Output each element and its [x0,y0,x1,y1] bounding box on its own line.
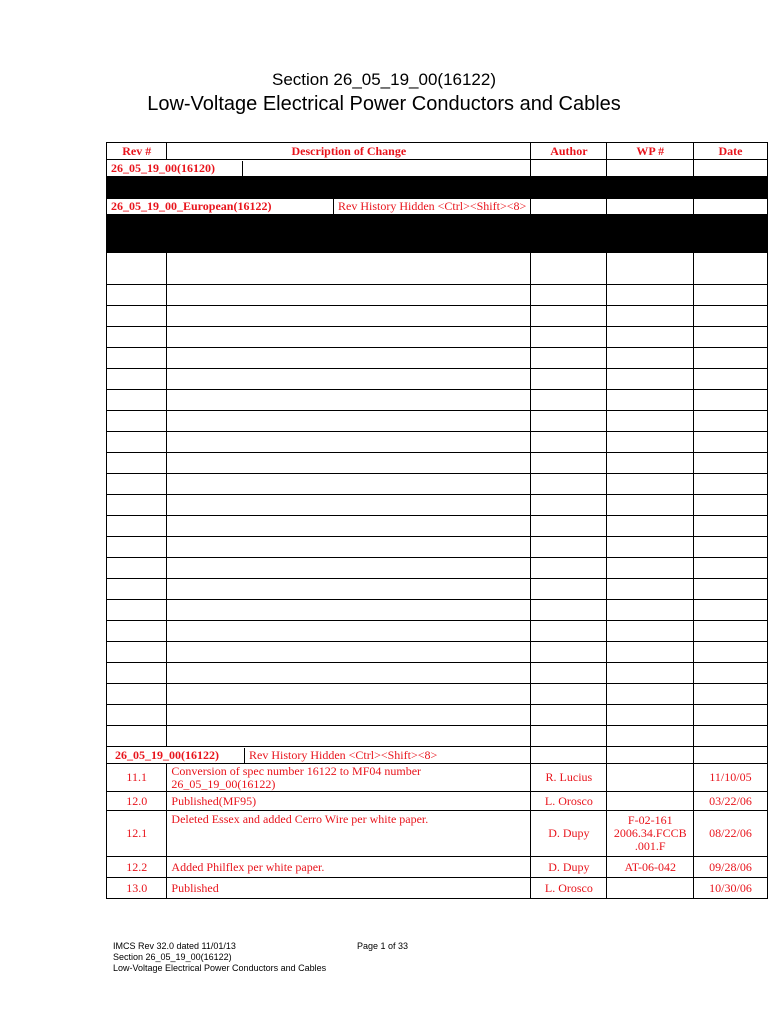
empty-cell [694,411,768,432]
black-bar [107,215,768,253]
empty-row [107,390,768,411]
empty-cell [531,705,607,726]
empty-cell [694,726,768,747]
section-label: 26_05_19_00(16122) [107,748,245,763]
revision-row [107,857,768,878]
empty-cell [167,642,531,663]
empty-cell [167,306,531,327]
empty-cell [531,747,607,764]
empty-cell [607,285,694,306]
empty-cell [694,348,768,369]
empty-cell [607,684,694,705]
empty-cell [694,327,768,348]
table-header-row [107,143,768,160]
empty-cell [694,684,768,705]
rev-number: 12.1 [107,811,167,857]
empty-cell [107,621,167,642]
empty-row [107,621,768,642]
date: 10/30/06 [694,878,768,899]
revision-row [107,811,768,857]
author: L. Orosco [531,792,607,811]
empty-cell [531,453,607,474]
empty-row [107,579,768,600]
empty-cell [694,705,768,726]
empty-cell [607,600,694,621]
empty-row [107,369,768,390]
empty-cell [107,558,167,579]
empty-cell [694,747,768,764]
empty-cell [531,160,607,177]
empty-cell [531,390,607,411]
section-label-cell [107,160,531,177]
empty-cell [694,253,768,285]
author: D. Dupy [531,857,607,878]
empty-row [107,600,768,621]
empty-cell [531,411,607,432]
empty-cell [167,253,531,285]
empty-cell [607,621,694,642]
empty-row [107,516,768,537]
empty-cell [694,537,768,558]
empty-cell [531,432,607,453]
change-description: Conversion of spec number 16122 to MF04 number 26_05_19_00(16122) [167,764,531,792]
empty-cell [607,537,694,558]
document-title: Low-Voltage Electrical Power Conductors and Cables [147,93,621,115]
section-label-cell [107,199,531,215]
empty-cell [607,327,694,348]
empty-cell [607,411,694,432]
empty-cell [694,663,768,684]
wp-number: F-02-161 2006.34.FCCB .001.F [607,811,694,857]
empty-cell [607,160,694,177]
empty-cell [167,369,531,390]
empty-cell [531,621,607,642]
empty-cell [607,474,694,495]
revision-row [107,764,768,792]
empty-cell [167,726,531,747]
black-bar [107,177,768,199]
empty-row [107,537,768,558]
empty-cell [607,306,694,327]
empty-row [107,642,768,663]
rev-number: 12.2 [107,857,167,878]
empty-cell [107,684,167,705]
empty-cell [607,705,694,726]
empty-cell [107,390,167,411]
wp-number [607,878,694,899]
empty-cell [167,453,531,474]
wp-number [607,792,694,811]
empty-row [107,285,768,306]
empty-cell [107,453,167,474]
empty-cell [607,726,694,747]
empty-cell [694,621,768,642]
empty-cell [107,579,167,600]
empty-cell [694,495,768,516]
footer-title: Low-Voltage Electrical Power Conductors and Cables [113,963,327,973]
empty-cell [607,747,694,764]
section-label: 26_05_19_00_European(16122) [107,199,334,214]
empty-cell [607,495,694,516]
empty-cell [167,495,531,516]
section-row-16120 [107,160,768,177]
empty-cell [107,663,167,684]
date: 03/22/06 [694,792,768,811]
rev-number: 12.0 [107,792,167,811]
empty-cell [531,327,607,348]
empty-cell [167,600,531,621]
empty-cell [694,432,768,453]
empty-row [107,684,768,705]
empty-cell [607,199,694,215]
col-header-wp: WP # [607,143,694,160]
empty-cell [167,684,531,705]
rev-number: 11.1 [107,764,167,792]
empty-cell [694,306,768,327]
empty-cell [694,199,768,215]
date: 09/28/06 [694,857,768,878]
section-row-16122 [107,747,768,764]
empty-cell [107,285,167,306]
empty-row [107,474,768,495]
empty-cell [531,495,607,516]
revision-row [107,792,768,811]
empty-cell [167,558,531,579]
date: 08/22/06 [694,811,768,857]
empty-cell [694,642,768,663]
change-description: Published(MF95) [167,792,531,811]
empty-cell [531,726,607,747]
change-description: Deleted Essex and added Cerro Wire per white paper. [167,811,531,857]
empty-cell [531,348,607,369]
empty-row [107,453,768,474]
empty-cell [607,516,694,537]
empty-cell [531,253,607,285]
empty-cell [167,390,531,411]
empty-cell [607,579,694,600]
empty-cell [167,285,531,306]
rev-number: 13.0 [107,878,167,899]
empty-cell [607,390,694,411]
empty-cell [107,705,167,726]
empty-cell [167,348,531,369]
empty-row [107,411,768,432]
empty-cell [531,642,607,663]
footer-revision: IMCS Rev 32.0 dated 11/01/13 [113,941,236,951]
empty-cell [694,558,768,579]
empty-row [107,663,768,684]
author: R. Lucius [531,764,607,792]
empty-cell [107,474,167,495]
empty-row [107,253,768,285]
empty-cell [531,579,607,600]
change-description: Published [167,878,531,899]
empty-cell [607,432,694,453]
empty-cell [167,705,531,726]
empty-cell [531,537,607,558]
empty-cell [694,160,768,177]
empty-cell [531,600,607,621]
section-note: Rev History Hidden <Ctrl><Shift><8> [338,199,527,213]
empty-row [107,726,768,747]
empty-cell [607,348,694,369]
empty-cell [694,453,768,474]
empty-cell [107,369,167,390]
empty-cell [531,516,607,537]
revision-row [107,878,768,899]
empty-cell [107,432,167,453]
author: D. Dupy [531,811,607,857]
empty-cell [531,285,607,306]
empty-row [107,558,768,579]
empty-cell [167,474,531,495]
empty-cell [167,663,531,684]
empty-cell [167,516,531,537]
empty-cell [167,537,531,558]
date: 11/10/05 [694,764,768,792]
empty-row [107,495,768,516]
empty-cell [607,253,694,285]
empty-cell [531,684,607,705]
empty-row [107,348,768,369]
page-footer [113,941,409,974]
empty-cell [107,411,167,432]
empty-cell [167,579,531,600]
empty-cell [167,432,531,453]
empty-cell [107,726,167,747]
section-label-cell [107,747,531,764]
col-header-rev: Rev # [107,143,167,160]
empty-cell [694,390,768,411]
empty-cell [107,253,167,285]
section-heading: Section 26_05_19_00(16122) [271,70,497,89]
empty-cell [107,495,167,516]
empty-cell [531,474,607,495]
empty-cell [531,558,607,579]
empty-cell [694,516,768,537]
empty-cell [107,306,167,327]
empty-cell [107,537,167,558]
empty-cell [531,199,607,215]
empty-row [107,306,768,327]
empty-cell [107,327,167,348]
empty-cell [531,306,607,327]
empty-cell [167,411,531,432]
section-label: 26_05_19_00(16120) [107,161,243,176]
hidden-history-bar [107,177,768,199]
empty-cell [107,642,167,663]
revision-history-table [106,142,768,899]
empty-row [107,705,768,726]
empty-cell [107,600,167,621]
empty-cell [531,663,607,684]
empty-cell [531,369,607,390]
col-header-date: Date [694,143,768,160]
empty-cell [607,642,694,663]
empty-cell [607,369,694,390]
empty-cell [607,558,694,579]
change-description: Added Philflex per white paper. [167,857,531,878]
hidden-history-bar [107,215,768,253]
empty-cell [694,285,768,306]
empty-cell [107,348,167,369]
wp-number [607,764,694,792]
empty-cell [107,516,167,537]
section-note: Rev History Hidden <Ctrl><Shift><8> [249,747,438,762]
footer-page-number: Page 1 of 33 [357,941,409,951]
empty-cell [167,621,531,642]
wp-number: AT-06-042 [607,857,694,878]
empty-cell [694,600,768,621]
empty-cell [694,579,768,600]
footer-section: Section 26_05_19_00(16122) [113,952,232,962]
empty-cell [167,327,531,348]
col-header-description: Description of Change [167,143,531,160]
section-row-european [107,199,768,215]
empty-row [107,432,768,453]
section-note-empty [243,161,251,176]
author: L. Orosco [531,878,607,899]
empty-cell [694,369,768,390]
empty-cell [694,474,768,495]
empty-cell [607,663,694,684]
col-header-author: Author [531,143,607,160]
empty-row [107,327,768,348]
empty-cell [607,453,694,474]
